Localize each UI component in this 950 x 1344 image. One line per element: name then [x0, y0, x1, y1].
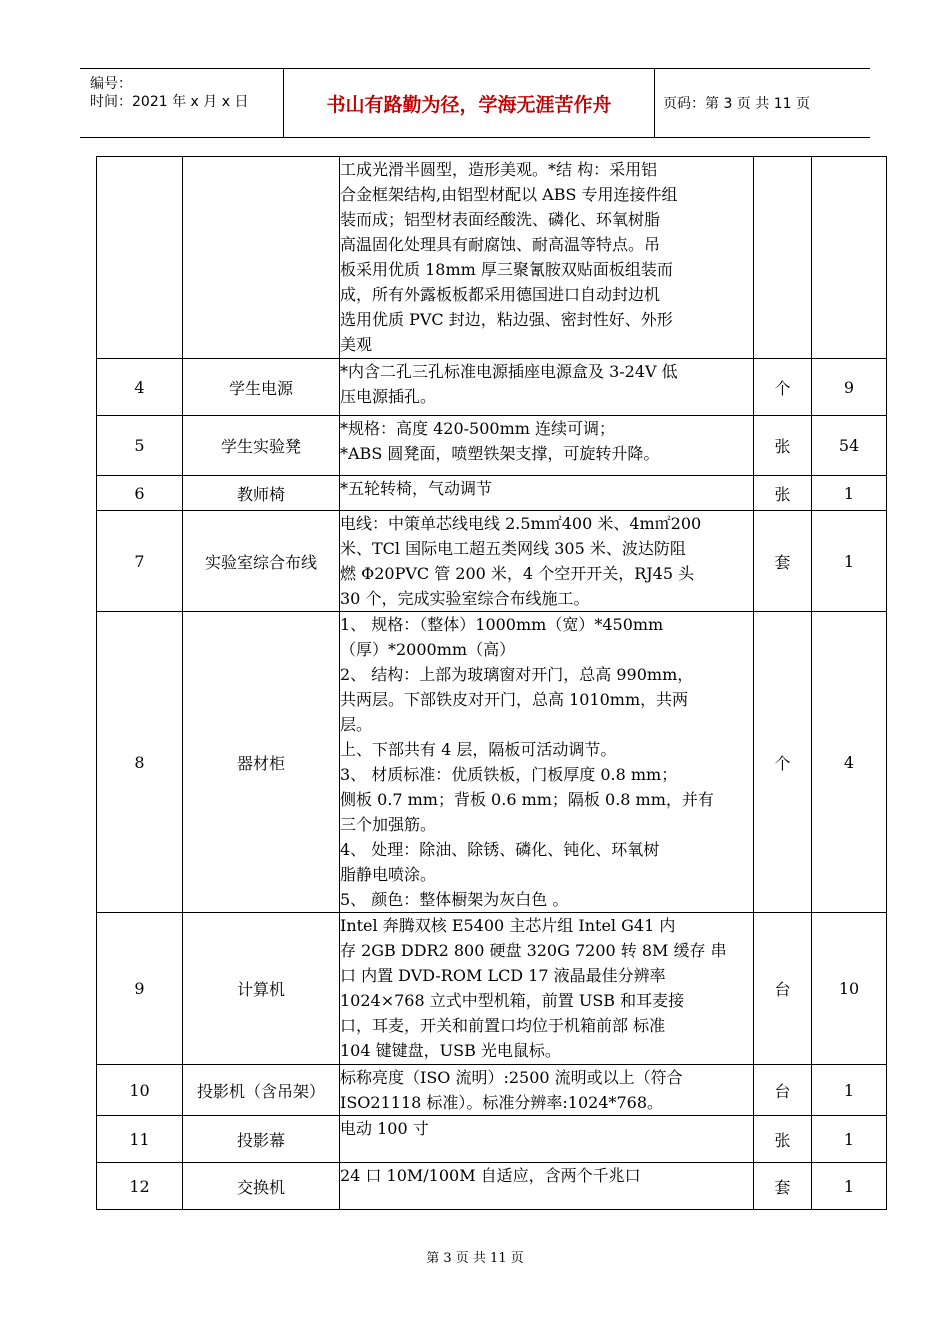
item-number-cell: 11: [97, 1116, 183, 1163]
page-footer: 第 3 页 共 11 页: [426, 1251, 524, 1266]
spec-line: （厚）*2000mm（高）: [340, 640, 516, 659]
item-spec-cell: [340, 511, 754, 612]
spec-line: 共两层。下部铁皮对开门，总高 1010mm，共两: [340, 690, 689, 709]
spec-line: 三个加强筋。: [340, 815, 437, 834]
item-quantity-cell: 1: [812, 1163, 887, 1210]
spec-line: ISO21118 标准）。标准分辨率:1024*768。: [340, 1093, 664, 1112]
item-number-cell: 9: [97, 913, 183, 1065]
spec-line: 工成光滑半圆型，造形美观。*结 构：采用铝: [340, 160, 658, 179]
item-quantity-cell: 1: [812, 511, 887, 612]
spec-line: 1、 规格：（整体）1000mm（宽）*450mm: [340, 615, 664, 634]
spec-line: 上、下部共有 4 层，隔板可活动调节。: [340, 740, 617, 759]
item-spec-cell: [340, 359, 754, 416]
spec-line: 合金框架结构,由铝型材配以 ABS 专用连接件组: [340, 185, 678, 204]
table-row: [97, 1065, 887, 1116]
item-quantity-cell: 1: [812, 476, 887, 511]
item-name-cell: 器材柜: [183, 612, 340, 913]
spec-line: 层。: [340, 715, 373, 734]
table-row: [97, 157, 887, 359]
item-unit-cell: 台: [754, 1065, 812, 1116]
table-row: [97, 476, 887, 511]
item-number-cell: 10: [97, 1065, 183, 1116]
item-name-cell: 投影幕: [183, 1116, 340, 1163]
item-quantity-cell: 1: [812, 1116, 887, 1163]
spec-line: 口 内置 DVD-ROM LCD 17 液晶最佳分辨率: [340, 966, 666, 985]
spec-line: 电线：中策单芯线电线 2.5m㎡400 米、4m㎡200: [340, 514, 702, 533]
spec-line: 压电源插孔。: [340, 387, 437, 406]
item-number-cell: 8: [97, 612, 183, 913]
item-name-cell: [183, 157, 340, 359]
item-quantity-cell: 4: [812, 612, 887, 913]
item-unit-cell: [754, 157, 812, 359]
spec-line: 口，耳麦，开关和前置口均位于机箱前部 标准: [340, 1016, 666, 1035]
item-spec-cell: [340, 1065, 754, 1116]
item-name-cell: 投影机（含吊架）: [183, 1065, 340, 1116]
header-motto: 书山有路勤为径，学海无涯苦作舟: [284, 69, 655, 137]
item-number-cell: 6: [97, 476, 183, 511]
spec-line: 24 口 10M/100M 自适应，含两个千兆口: [340, 1166, 641, 1185]
item-quantity-cell: 10: [812, 913, 887, 1065]
item-unit-cell: 个: [754, 612, 812, 913]
spec-line: 米、TCl 国际电工超五类网线 305 米、波达防阻: [340, 539, 686, 558]
spec-line: 选用优质 PVC 封边，粘边强、密封性好、外形: [340, 310, 673, 329]
header-page-info: [655, 69, 870, 137]
spec-line: 高温固化处理具有耐腐蚀、耐高温等特点。吊: [340, 235, 661, 254]
item-spec-cell: [340, 913, 754, 1065]
spec-line: 侧板 0.7 mm；背板 0.6 mm；隔板 0.8 mm，并有: [340, 790, 714, 809]
spec-line: 脂静电喷涂。: [340, 865, 437, 884]
item-unit-cell: 套: [754, 511, 812, 612]
item-unit-cell: 张: [754, 416, 812, 476]
spec-line: 3、 材质标准：优质铁板，门板厚度 0.8 mm；: [340, 765, 678, 784]
document-number-label: 编号：: [90, 76, 132, 92]
item-spec-cell: [340, 157, 754, 359]
spec-line: 104 键键盘，USB 光电鼠标。: [340, 1041, 561, 1060]
equipment-table: [96, 156, 887, 1210]
item-spec-cell: [340, 476, 754, 511]
item-number-cell: 4: [97, 359, 183, 416]
table-row: [97, 1163, 887, 1210]
item-number-cell: 7: [97, 511, 183, 612]
item-unit-cell: 套: [754, 1163, 812, 1210]
spec-line: Intel 奔腾双核 E5400 主芯片组 Intel G41 内: [340, 916, 676, 935]
table-row: [97, 416, 887, 476]
item-quantity-cell: [812, 157, 887, 359]
spec-line: 4、 处理：除油、除锈、磷化、钝化、环氧树: [340, 840, 660, 859]
table-row: [97, 1116, 887, 1163]
page-header: [80, 68, 870, 138]
spec-line: 电动 100 寸: [340, 1119, 429, 1138]
item-name-cell: 学生实验凳: [183, 416, 340, 476]
item-number-cell: 12: [97, 1163, 183, 1210]
spec-line: 美观: [340, 335, 373, 354]
table-row: [97, 511, 887, 612]
item-quantity-cell: 9: [812, 359, 887, 416]
header-meta: [80, 69, 284, 137]
item-unit-cell: 台: [754, 913, 812, 1065]
item-name-cell: 学生电源: [183, 359, 340, 416]
spec-line: 2、 结构：上部为玻璃窗对开门，总高 990mm，: [340, 665, 694, 684]
document-date-label: 时间：2021 年 x 月 x 日: [90, 94, 249, 110]
spec-line: 标称亮度（ISO 流明）:2500 流明或以上（符合: [340, 1068, 683, 1087]
item-spec-cell: [340, 1116, 754, 1163]
table-row: [97, 612, 887, 913]
spec-line: *五轮转椅，气动调节: [340, 479, 493, 498]
spec-line: *规格：高度 420-500mm 连续可调；: [340, 419, 616, 438]
table-row: [97, 359, 887, 416]
item-spec-cell: [340, 612, 754, 913]
item-name-cell: 交换机: [183, 1163, 340, 1210]
spec-line: 板采用优质 18mm 厚三聚氰胺双贴面板组装而: [340, 260, 673, 279]
item-quantity-cell: 1: [812, 1065, 887, 1116]
spec-line: 5、 颜色：整体橱架为灰白色 。: [340, 890, 569, 909]
item-spec-cell: [340, 1163, 754, 1210]
item-name-cell: 实验室综合布线: [183, 511, 340, 612]
item-spec-cell: [340, 416, 754, 476]
spec-line: 装而成；铝型材表面经酸洗、磷化、环氧树脂: [340, 210, 661, 229]
item-quantity-cell: 54: [812, 416, 887, 476]
spec-line: 30 个，完成实验室综合布线施工。: [340, 589, 590, 608]
spec-line: *ABS 圆凳面，喷塑铁架支撑，可旋转升降。: [340, 444, 660, 463]
header-page-number: 页码：第 3 页 共 11 页: [663, 96, 810, 112]
item-number-cell: [97, 157, 183, 359]
item-name-cell: 计算机: [183, 913, 340, 1065]
table-row: [97, 913, 887, 1065]
item-name-cell: 教师椅: [183, 476, 340, 511]
spec-line: 燃 Φ20PVC 管 200 米，4 个空开开关，RJ45 头: [340, 564, 695, 583]
spec-line: 1024×768 立式中型机箱，前置 USB 和耳麦接: [340, 991, 685, 1010]
spec-line: 存 2GB DDR2 800 硬盘 320G 7200 转 8M 缓存 串: [340, 941, 727, 960]
item-number-cell: 5: [97, 416, 183, 476]
item-unit-cell: 个: [754, 359, 812, 416]
item-unit-cell: 张: [754, 476, 812, 511]
spec-line: 成，所有外露板板都采用德国进口自动封边机: [340, 285, 661, 304]
item-unit-cell: 张: [754, 1116, 812, 1163]
spec-line: *内含二孔三孔标准电源插座电源盒及 3-24V 低: [340, 362, 678, 381]
